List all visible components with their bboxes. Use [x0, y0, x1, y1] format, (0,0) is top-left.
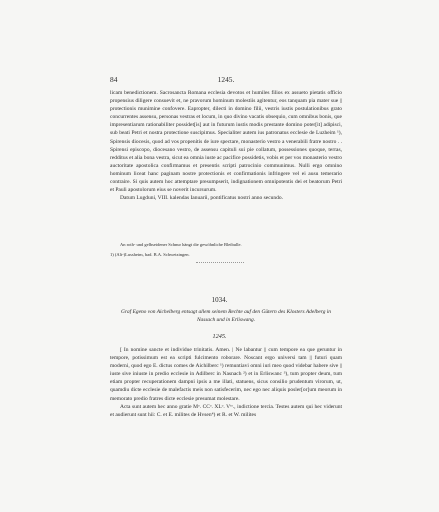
footnote: 1) (Alt-)Lussheim, bad. B.A. Schwetzingen. [110, 252, 190, 257]
charter-1-paragraph: licam benedictionem. Sacrosancta Romana ecclesia devotos et humiles filios ex assueto pietatis officio propensius diligere consuevit et, ne pravorum hominum molestiis agitentur, eos tanquam pia mater sue || protectionis munimine confovere. Eapropter, dilecti in domino filii, vestris iustis postulationibus grato concurrentes assensu, personas vestras et locum, in quo divino vacatis obsequio, cum omnibus bonis, que impresentiarum rationabiliter possidet[is] aut in futurum iustis modis prestante domino poter[it] adipisci, sub beati Petri et nostra protectione suscipimus. Specialiter autem ius patronatus ecclesie de Luzheim ¹), Spirensis diocesis, quod ad vos propenitis de iure spectare, monasterio vestro a venerabili fratre nostro . . Spirensi episcopo, diocesano vestro, de assensu capituli sui pie collatum, possessiones quoque, terras, redditus et alia bona vestra, sicut ea omnia iuste ac pacifice possidetis, vobis et per vos monasterio vestro auctoritate apostolica confirmamus et presentis scripti patrocinio communimus. Nulli ergo omnino hominum liceat hanc paginam nostre protectionis et confirmationis infringere vel ei ausu temerario contraire. Si quis autem hoc attemptare presumpserit, indignationem omnipotentis dei et beatorum Petri et Pauli apostolorum eius se noverit incursurum. [110, 90, 342, 194]
charter-2-number: 1034. [211, 296, 228, 304]
seal-note: An roth- und gelbseidener Schnur hängt die gewöhnliche Bleibulle. [120, 242, 242, 247]
section-divider [196, 262, 244, 265]
header-year: 1245. [217, 75, 235, 84]
charter-2-witnesses: Acta sunt autem hec anno gratie Mᵒ. CCᵒ. XLᵒ. Vᵗᵒ., indictione tercia. Testes autem qui hec viderunt et audierunt sunt hii: C. et E. milites de Hvsen⁴) et R. et W. milites [110, 403, 342, 418]
charter-1-dating: Datum Lugduni, VIII. kalendas Ianuarii, pontificatus nostri anno secundo. [120, 195, 284, 202]
page-number: 84 [110, 75, 118, 84]
charter-2-paragraph: [ In nomine sancte et individue trinitatis. Amen. | Ne labantur || cum tempore ea que geruntur in tempore, potissimum est ea scripti fulcimento roborare. Noscant ergo universi tam || futuri quam moderni, quod ego E. dictus comes de Aichilberc ¹) remuntiavi omni iuri meo quod videbar habere sive || iuste sive iniuste in predio ecclesie in Adilberc in Nasnach ²) et in Erliswanc ³), tum propter deum, tum etiam propter recuperationem dampni ipsis a me illati, statuens, sicus consilio prudentum virorum, ut, quamdiu dicte ecclesie de malefactis meis non satisfecerim, nec ego nec aliquis posler[or]um meorum in memorato predio fratres dicte ecclesie presumat molestare. [110, 347, 342, 402]
charter-2-title: Graf Egeno von Aichelberg entsagt allem seinem Rechte auf den Gütern des Klosters Adelberg in Nassach und in Erliswang. [121, 309, 331, 323]
charter-1-text [110, 89, 342, 202]
charter-2-text [110, 346, 342, 419]
charter-2-year: 1245. [212, 333, 227, 340]
running-header [110, 75, 342, 85]
